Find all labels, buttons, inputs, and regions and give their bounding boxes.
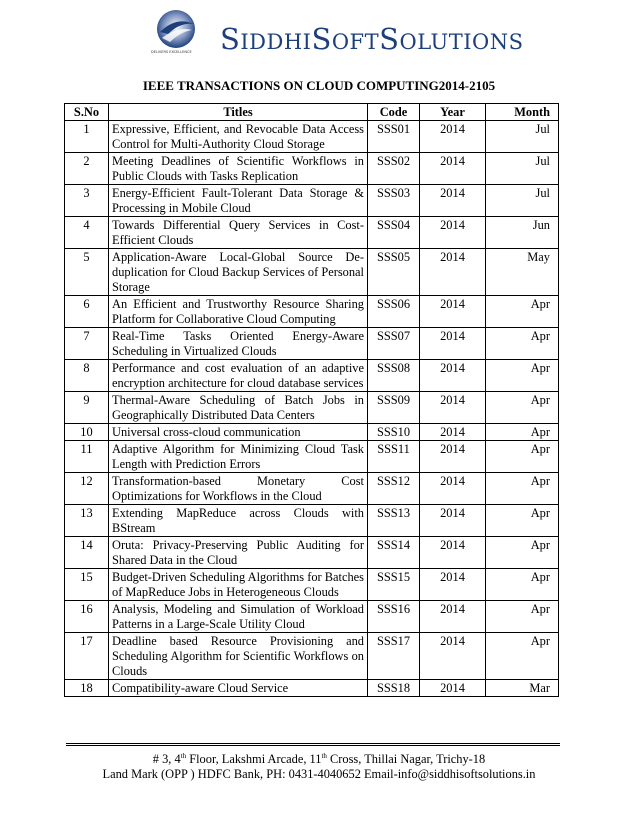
cell-code: SSS17 xyxy=(368,633,420,680)
cell-title: Thermal-Aware Scheduling of Batch Jobs in Geographically Distributed Data Centers xyxy=(109,392,368,424)
cell-title: Towards Differential Query Services in Cost-Efficient Clouds xyxy=(109,217,368,249)
column-header-titles: Titles xyxy=(109,104,368,121)
cell-title: Deadline based Resource Provisioning and Scheduling Algorithm for Scientific Workflows on Clouds xyxy=(109,633,368,680)
table-row xyxy=(65,360,559,392)
cell-month: Apr xyxy=(486,505,559,537)
cell-title: Analysis, Modeling and Simulation of Workload Patterns in a Large-Scale Utility Cloud xyxy=(109,601,368,633)
column-header-year: Year xyxy=(420,104,486,121)
cell-month: Apr xyxy=(486,473,559,505)
table-row xyxy=(65,217,559,249)
cell-sno: 8 xyxy=(65,360,109,392)
cell-code: SSS13 xyxy=(368,505,420,537)
cell-title: Extending MapReduce across Clouds with BStream xyxy=(109,505,368,537)
cell-year: 2014 xyxy=(420,360,486,392)
cell-code: SSS12 xyxy=(368,473,420,505)
table-row xyxy=(65,249,559,296)
cell-sno: 16 xyxy=(65,601,109,633)
table-row xyxy=(65,473,559,505)
cell-code: SSS06 xyxy=(368,296,420,328)
cell-year: 2014 xyxy=(420,296,486,328)
cell-code: SSS08 xyxy=(368,360,420,392)
footer-divider xyxy=(66,743,560,746)
cell-year: 2014 xyxy=(420,328,486,360)
cell-title: Energy-Efficient Fault-Tolerant Data Storage & Processing in Mobile Cloud xyxy=(109,185,368,217)
cell-title: An Efficient and Trustworthy Resource Sharing Platform for Collaborative Cloud Computing xyxy=(109,296,368,328)
cell-title: Oruta: Privacy-Preserving Public Auditing for Shared Data in the Cloud xyxy=(109,537,368,569)
cell-code: SSS04 xyxy=(368,217,420,249)
cell-year: 2014 xyxy=(420,680,486,697)
cell-month: Apr xyxy=(486,537,559,569)
cell-code: SSS14 xyxy=(368,537,420,569)
cell-year: 2014 xyxy=(420,249,486,296)
table-row xyxy=(65,185,559,217)
cell-month: May xyxy=(486,249,559,296)
cell-sno: 5 xyxy=(65,249,109,296)
cell-title: Expressive, Efficient, and Revocable Data Access Control for Multi-Authority Cloud Storage xyxy=(109,121,368,153)
cell-code: SSS11 xyxy=(368,441,420,473)
column-header-sno: S.No xyxy=(65,104,109,121)
cell-month: Apr xyxy=(486,360,559,392)
table-row xyxy=(65,537,559,569)
cell-code: SSS15 xyxy=(368,569,420,601)
cell-year: 2014 xyxy=(420,601,486,633)
cell-year: 2014 xyxy=(420,537,486,569)
cell-sno: 15 xyxy=(65,569,109,601)
cell-sno: 14 xyxy=(65,537,109,569)
table-row xyxy=(65,505,559,537)
cell-title: Real-Time Tasks Oriented Energy-Aware Scheduling in Virtualized Clouds xyxy=(109,328,368,360)
cell-code: SSS02 xyxy=(368,153,420,185)
cell-sno: 10 xyxy=(65,424,109,441)
table-row xyxy=(65,569,559,601)
cell-year: 2014 xyxy=(420,441,486,473)
cell-sno: 12 xyxy=(65,473,109,505)
cell-title: Meeting Deadlines of Scientific Workflows in Public Clouds with Tasks Replication xyxy=(109,153,368,185)
logo-tagline: DELIVERS EXCELLENCE xyxy=(151,50,192,54)
cell-sno: 4 xyxy=(65,217,109,249)
cell-year: 2014 xyxy=(420,392,486,424)
cell-year: 2014 xyxy=(420,633,486,680)
cell-sno: 9 xyxy=(65,392,109,424)
column-header-month: Month xyxy=(486,104,559,121)
cell-title: Universal cross-cloud communication xyxy=(109,424,368,441)
cell-month: Apr xyxy=(486,296,559,328)
cell-month: Apr xyxy=(486,601,559,633)
cell-code: SSS16 xyxy=(368,601,420,633)
table-row xyxy=(65,392,559,424)
table-row xyxy=(65,680,559,697)
cell-title: Transformation-based Monetary Cost Optimizations for Workflows in the Cloud xyxy=(109,473,368,505)
table-row xyxy=(65,633,559,680)
cell-sno: 11 xyxy=(65,441,109,473)
cell-code: SSS03 xyxy=(368,185,420,217)
column-header-code: Code xyxy=(368,104,420,121)
cell-year: 2014 xyxy=(420,505,486,537)
cell-code: SSS07 xyxy=(368,328,420,360)
table-row xyxy=(65,296,559,328)
company-logo xyxy=(150,8,202,56)
cell-sno: 17 xyxy=(65,633,109,680)
cell-month: Apr xyxy=(486,633,559,680)
cell-sno: 18 xyxy=(65,680,109,697)
table-row xyxy=(65,328,559,360)
cell-sno: 13 xyxy=(65,505,109,537)
cell-month: Jul xyxy=(486,121,559,153)
footer-contact: Land Mark (OPP ) HDFC Bank, PH: 0431-4040652 Email-info@siddhisoftsolutions.in xyxy=(102,767,536,781)
cell-sno: 2 xyxy=(65,153,109,185)
cell-title: Performance and cost evaluation of an adaptive encryption architecture for cloud database services xyxy=(109,360,368,392)
cell-title: Compatibility-aware Cloud Service xyxy=(109,680,368,697)
cell-sno: 6 xyxy=(65,296,109,328)
cell-month: Mar xyxy=(486,680,559,697)
footer-address: # 3, 4th Floor, Lakshmi Arcade, 11th Cross, Thillai Nagar, Trichy-18 xyxy=(152,752,486,767)
cell-title: Adaptive Algorithm for Minimizing Cloud Task Length with Prediction Errors xyxy=(109,441,368,473)
cell-year: 2014 xyxy=(420,217,486,249)
cell-code: SSS09 xyxy=(368,392,420,424)
cell-month: Apr xyxy=(486,441,559,473)
table-row xyxy=(65,424,559,441)
cell-year: 2014 xyxy=(420,569,486,601)
cell-year: 2014 xyxy=(420,473,486,505)
projects-table xyxy=(64,103,559,697)
cell-code: SSS10 xyxy=(368,424,420,441)
cell-title: Budget-Driven Scheduling Algorithms for Batches of MapReduce Jobs in Heterogeneous Clouds xyxy=(109,569,368,601)
letterhead xyxy=(150,8,550,58)
table-row xyxy=(65,441,559,473)
cell-month: Apr xyxy=(486,328,559,360)
cell-month: Apr xyxy=(486,569,559,601)
cell-year: 2014 xyxy=(420,185,486,217)
cell-year: 2014 xyxy=(420,153,486,185)
cell-year: 2014 xyxy=(420,121,486,153)
cell-month: Apr xyxy=(486,392,559,424)
table-header-row xyxy=(65,104,559,121)
cell-code: SSS01 xyxy=(368,121,420,153)
cell-month: Jul xyxy=(486,153,559,185)
company-name: SIDDHISOFTSOLUTIONS xyxy=(220,22,524,56)
cell-sno: 3 xyxy=(65,185,109,217)
cell-month: Jun xyxy=(486,217,559,249)
cell-sno: 1 xyxy=(65,121,109,153)
cell-year: 2014 xyxy=(420,424,486,441)
cell-title: Application-Aware Local-Global Source De-duplication for Cloud Backup Services of Personal Storage xyxy=(109,249,368,296)
cell-code: SSS18 xyxy=(368,680,420,697)
cell-sno: 7 xyxy=(65,328,109,360)
document-title: IEEE TRANSACTIONS ON CLOUD COMPUTING2014-2105 xyxy=(142,78,496,93)
cell-month: Jul xyxy=(486,185,559,217)
table-row xyxy=(65,601,559,633)
table-row xyxy=(65,153,559,185)
cell-code: SSS05 xyxy=(368,249,420,296)
cell-month: Apr xyxy=(486,424,559,441)
table-row xyxy=(65,121,559,153)
